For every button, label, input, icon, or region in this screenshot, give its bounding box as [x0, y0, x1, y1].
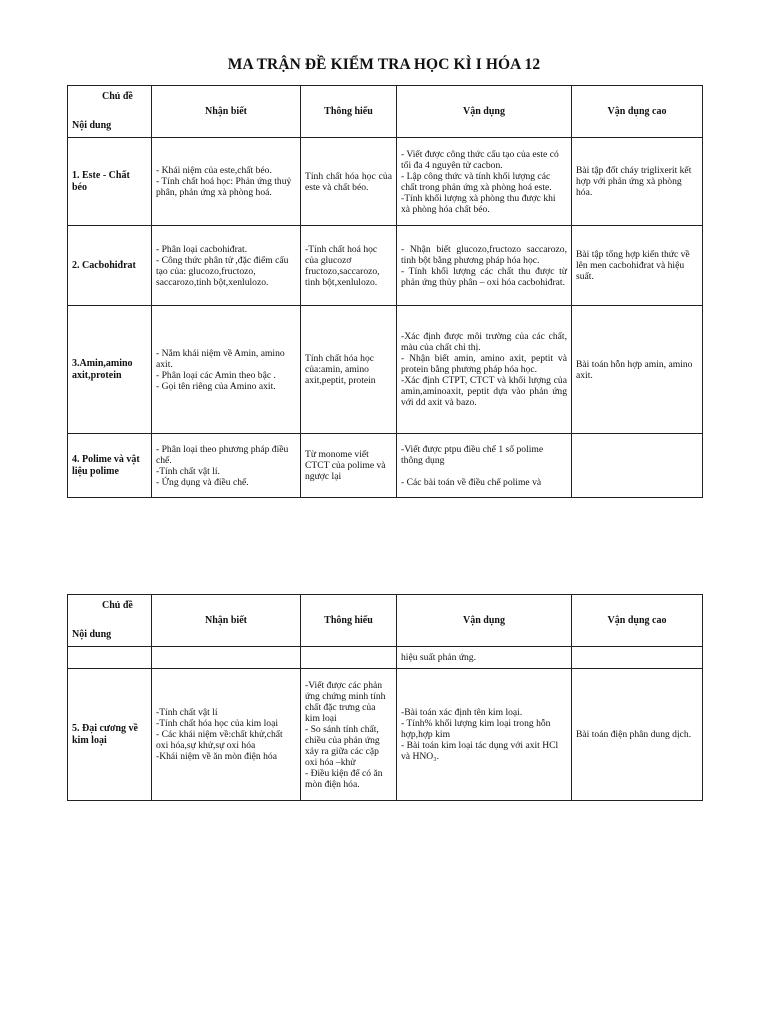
table-row — [68, 226, 703, 306]
nhan-biet-cell: - Phân loại theo phương pháp điều chế. -Tính chất vật lí. - Ứng dụng và điều chế. — [152, 434, 301, 498]
nhan-biet-cell — [152, 647, 301, 669]
van-dung-cao-cell: Bài toán hỗn hợp amin, amino axit. — [572, 306, 703, 434]
topic-cell — [68, 647, 152, 669]
van-dung-cell: -Bài toán xác định tên kim loại. - Tính% khối lượng kim loại trong hỗn hợp,hợp kim - Bài toán kim loại tác dụng với axit HCl và HNO₃. — [397, 669, 572, 801]
header-nhan-biet: Nhận biết — [152, 595, 301, 647]
nhan-biet-cell: - Phân loại cacbohiđrat. - Công thức phân tử ,đặc điểm cấu tạo của: glucozo,fructozo, saccarozo,tinh bột,xenlulozo. — [152, 226, 301, 306]
continuation-row — [68, 647, 703, 669]
topic-cell: 3.Amin,amino axit,protein — [68, 306, 152, 434]
corner-topic-label: Chủ đề — [102, 91, 133, 102]
topic-cell: 1. Este - Chất béo — [68, 138, 152, 226]
header-thong-hieu: Thông hiểu — [301, 595, 397, 647]
thong-hieu-cell: Tính chất hóa học của:amin, amino axit,peptit, protein — [301, 306, 397, 434]
header-van-dung-cao: Vận dụng cao — [572, 595, 703, 647]
header-van-dung: Vận dụng — [397, 86, 572, 138]
header-van-dung: Vận dụng — [397, 595, 572, 647]
table-row — [68, 669, 703, 801]
matrix-table-2 — [67, 594, 703, 801]
van-dung-cao-cell — [572, 647, 703, 669]
van-dung-cao-cell — [572, 434, 703, 498]
corner-header-cell — [68, 86, 152, 138]
corner-content-label: Nội dung — [72, 120, 112, 131]
thong-hieu-cell: -Tính chất hoá học của glucozơ fructozo,saccarozo, tinh bột,xenlulozo. — [301, 226, 397, 306]
header-row — [68, 86, 703, 138]
header-thong-hieu: Thông hiểu — [301, 86, 397, 138]
van-dung-cell: -Viết được ptpu điều chế 1 số polime thông dụng - Các bài toán về điều chế polime và — [397, 434, 572, 498]
thong-hieu-cell: Tính chất hóa học của este và chất béo. — [301, 138, 397, 226]
corner-topic-label: Chủ đề — [102, 600, 133, 611]
table-row — [68, 434, 703, 498]
topic-cell: 4. Polime và vật liệu polime — [68, 434, 152, 498]
header-nhan-biet: Nhận biết — [152, 86, 301, 138]
van-dung-cao-cell: Bài tập tổng hợp kiến thức về lên men cacbohiđrat và hiệu suất. — [572, 226, 703, 306]
header-row — [68, 595, 703, 647]
van-dung-cell: - Viết được công thức cấu tạo của este có tối đa 4 nguyên tử cacbon. - Lập công thức và tính khối lượng các chất trong phản ứng xà phòng hoá este. -Tính khối lượng xà phòng thu được khi xà phòng hóa chất béo. — [397, 138, 572, 226]
van-dung-cell: hiệu suất phản ứng. — [397, 647, 572, 669]
nhan-biet-cell: - Khái niệm của este,chất béo. - Tính chất hoá học: Phản ứng thuỷ phân, phản ứng xà phòng hoá. — [152, 138, 301, 226]
van-dung-cell: -Xác định được môi trường của các chất, màu của chất chỉ thị. - Nhận biết amin, amino axit, peptit và protein bằng phương pháp hóa học. -Xác định CTPT, CTCT và khối lượng của amin,aminoaxit, peptit dựa vào phản ứng với dd axit và bazo. — [397, 306, 572, 434]
nhan-biet-cell: -Tính chất vật lí -Tính chất hóa học của kim loại - Các khái niệm về:chất khử,chất oxi hóa,sự khử,sự oxi hóa -Khái niệm về ăn mòn điện hóa — [152, 669, 301, 801]
thong-hieu-cell: Từ monome viết CTCT của polime và ngược lại — [301, 434, 397, 498]
nhan-biet-cell: - Nắm khái niệm về Amin, amino axit. - Phân loại các Amin theo bậc . - Gọi tên riêng của Amino axit. — [152, 306, 301, 434]
van-dung-cell: - Nhận biết glucozo,fructozo saccarozo, tinh bột bằng phương pháp hóa học. - Tính khối lượng các chất thu được từ phản ứng thủy phân – oxi hóa cacbohiđrat. — [397, 226, 572, 306]
table-row — [68, 138, 703, 226]
thong-hieu-cell — [301, 647, 397, 669]
topic-cell: 5. Đại cương về kim loại — [68, 669, 152, 801]
topic-cell: 2. Cacbohiđrat — [68, 226, 152, 306]
table-row — [68, 306, 703, 434]
page-title: MA TRẬN ĐỀ KIỂM TRA HỌC KÌ I HÓA 12 — [227, 56, 541, 73]
matrix-table-1 — [67, 85, 703, 498]
header-van-dung-cao: Vận dụng cao — [572, 86, 703, 138]
van-dung-cao-cell: Bài tập đốt cháy triglixerit kết hợp với phản ứng xà phòng hóa. — [572, 138, 703, 226]
van-dung-cao-cell: Bài toán điện phân dung dịch. — [572, 669, 703, 801]
corner-content-label: Nội dung — [72, 629, 112, 640]
thong-hieu-cell: -Viết được các phản ứng chứng minh tính chất đặc trưng của kim loại - So sánh tính chất, chiều của phản ứng xảy ra giữa các cặp oxi hóa –khử - Điều kiện để có ăn mòn điện hóa. — [301, 669, 397, 801]
corner-header-cell — [68, 595, 152, 647]
